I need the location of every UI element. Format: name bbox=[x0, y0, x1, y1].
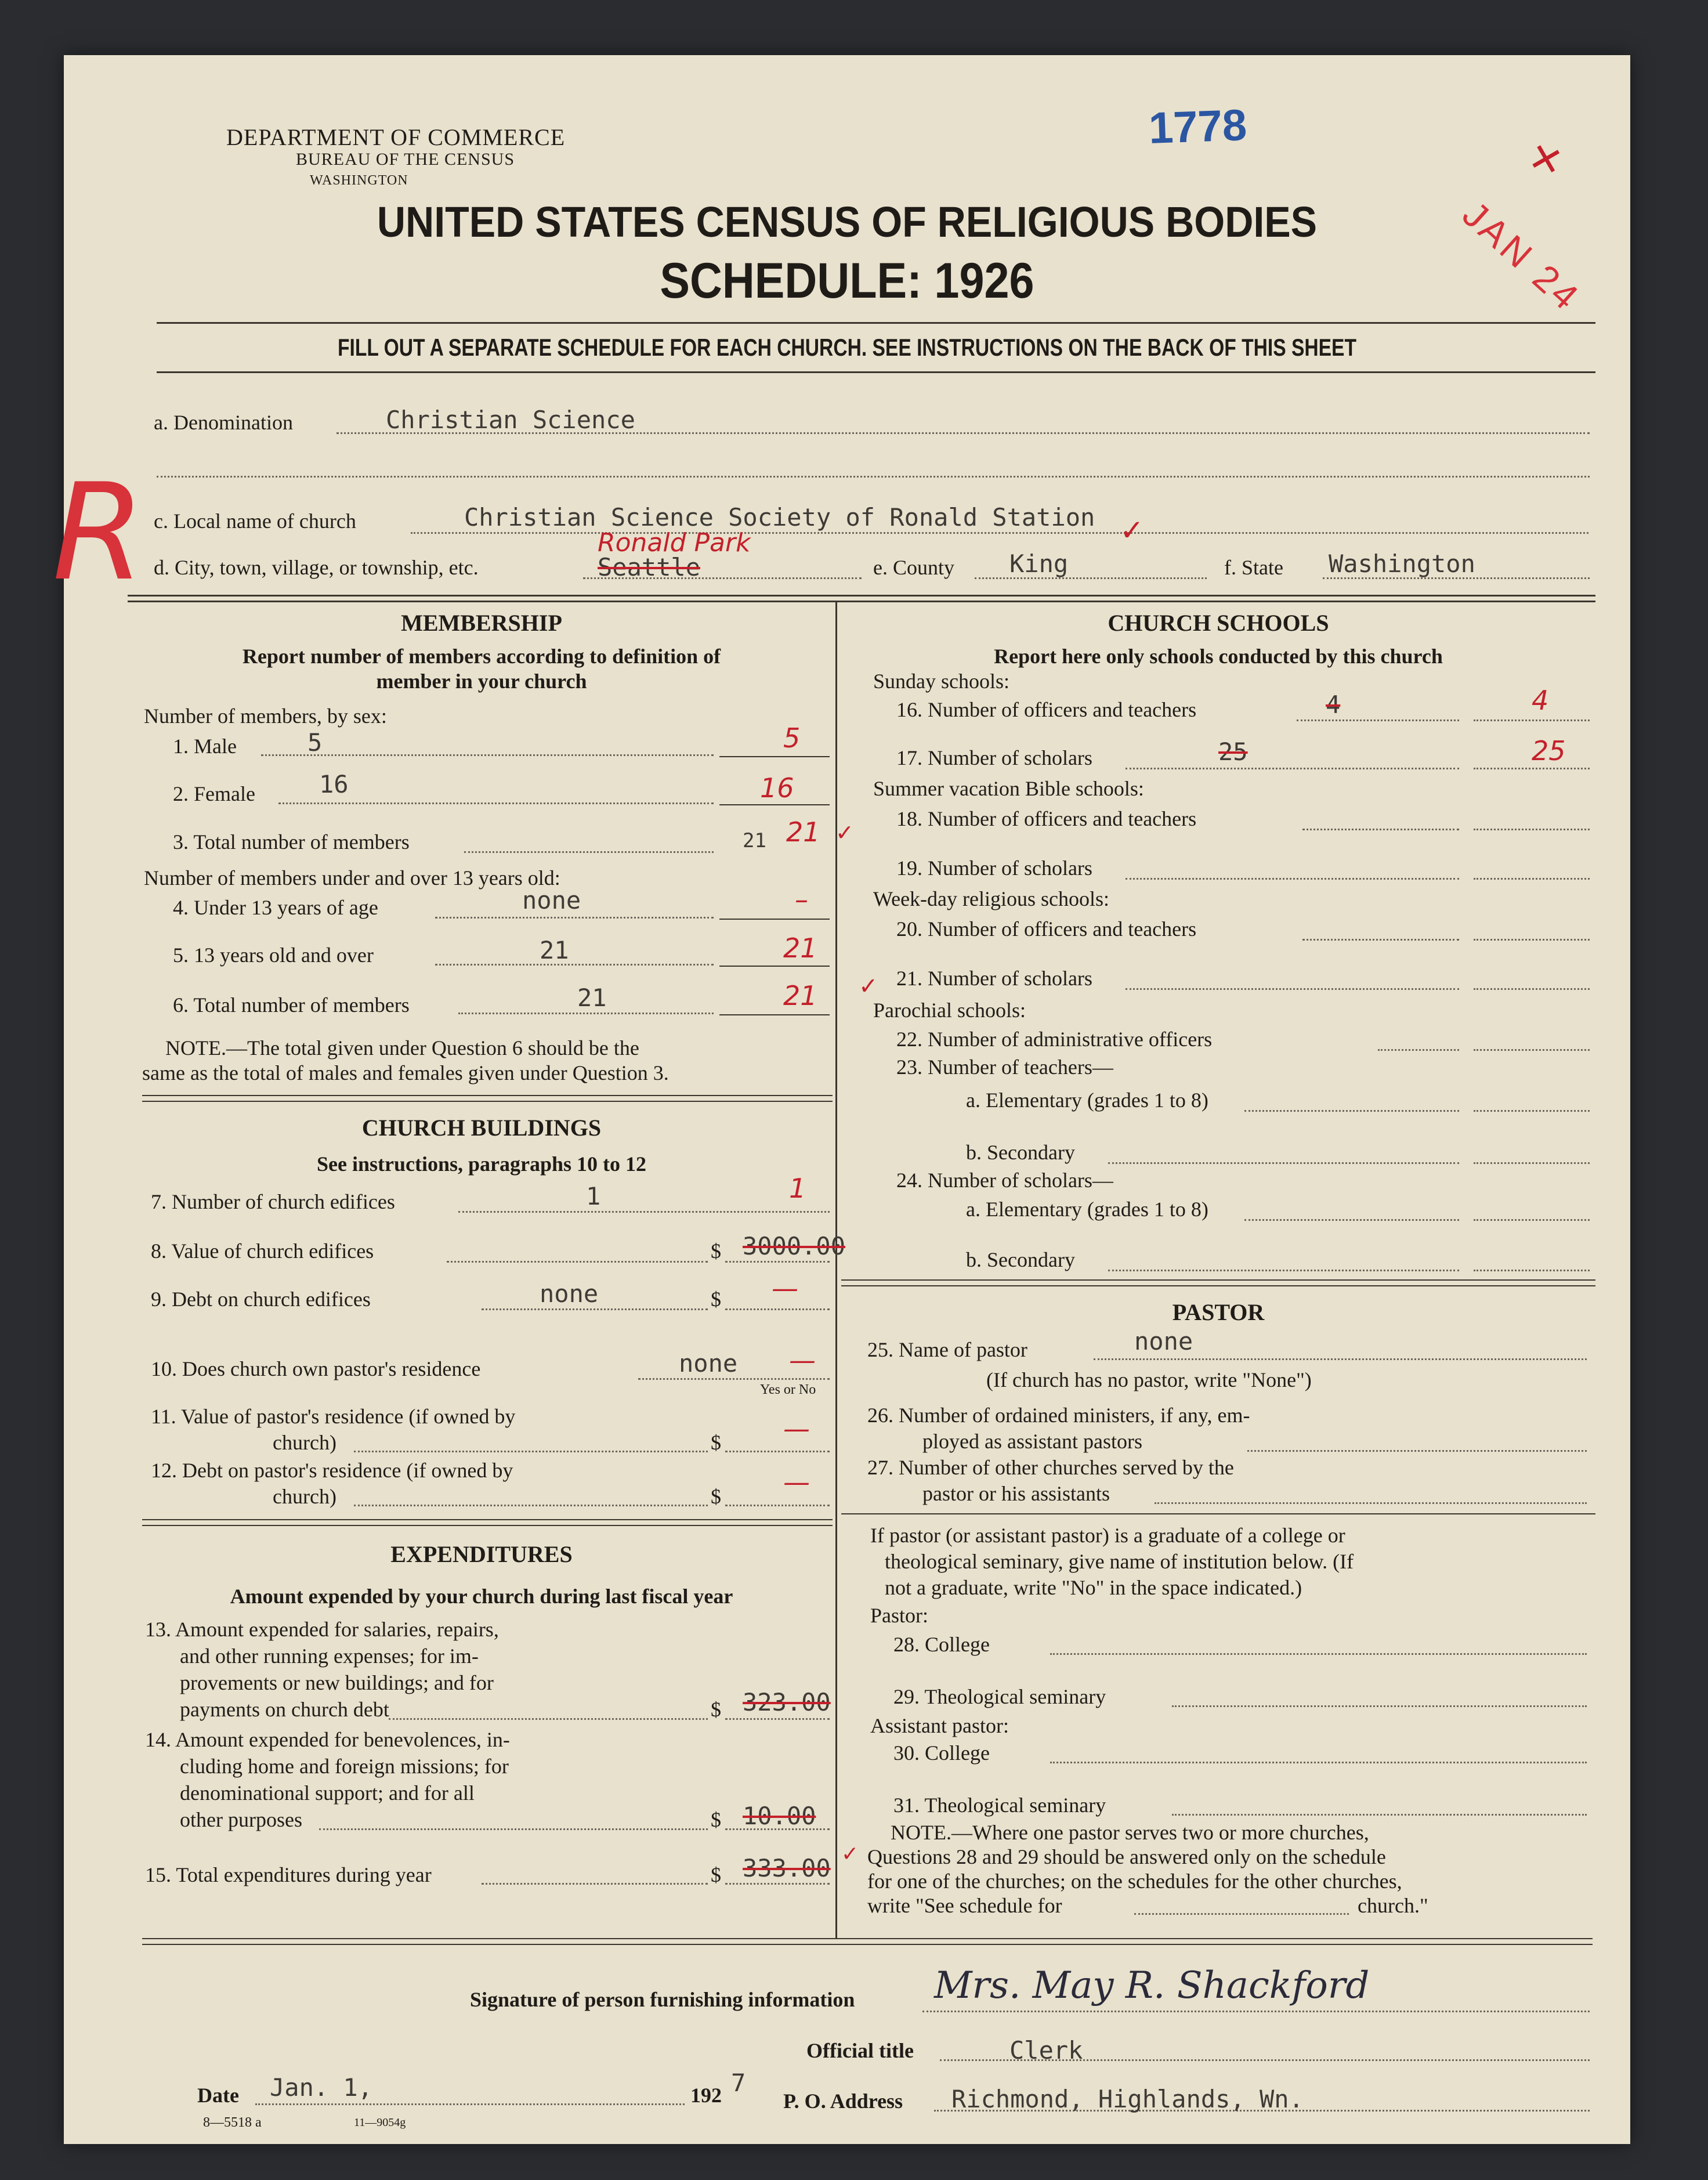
schools-end-rule-2 bbox=[841, 1285, 1595, 1286]
local-name-value[interactable]: Christian Science Society of Ronald Station bbox=[464, 503, 1095, 532]
under-13-typed[interactable]: none bbox=[522, 886, 581, 914]
signature-line bbox=[922, 2011, 1590, 2012]
weekday-officers-line-2 bbox=[1474, 939, 1590, 941]
sunday-scholars-label: 17. Number of scholars bbox=[896, 746, 1092, 769]
residence-value-line bbox=[354, 1451, 708, 1452]
form-title: UNITED STATES CENSUS OF RELIGIOUS BODIES bbox=[377, 198, 1318, 246]
residence-debt-line bbox=[354, 1505, 708, 1506]
yes-or-no-label: Yes or No bbox=[760, 1382, 816, 1397]
schools-heading: CHURCH SCHOOLS bbox=[1108, 610, 1329, 636]
pastor-college-label: 28. College bbox=[893, 1633, 990, 1656]
bureau-heading: BUREAU OF THE CENSUS bbox=[296, 150, 515, 169]
grad-note-3: not a graduate, write "No" in the space indicated.) bbox=[885, 1576, 1302, 1599]
total-members-label: 3. Total number of members bbox=[173, 830, 410, 854]
pastor-name-label: 25. Name of pastor bbox=[867, 1338, 1027, 1361]
denomination-line-2 bbox=[157, 476, 1590, 478]
edifices-debt-line bbox=[482, 1308, 708, 1310]
pastor-name-value[interactable]: none bbox=[1134, 1327, 1193, 1355]
pastor-seminary-line bbox=[1172, 1705, 1587, 1707]
asst-college-label: 30. College bbox=[893, 1741, 990, 1765]
schools-sub: Report here only schools conducted by this church bbox=[994, 645, 1443, 668]
sunday-schools-label: Sunday schools: bbox=[873, 670, 1010, 693]
male-label: 1. Male bbox=[173, 735, 237, 758]
expenditures-heading: EXPENDITURES bbox=[390, 1541, 573, 1567]
teachers-label: 23. Number of teachers— bbox=[896, 1055, 1113, 1079]
year-digit[interactable]: 7 bbox=[731, 2069, 746, 2097]
edifices-count-line bbox=[458, 1211, 830, 1213]
instruction-banner: FILL OUT A SEPARATE SCHEDULE FOR EACH CHURCH. SEE INSTRUCTIONS ON THE BACK OF THIS SHEET bbox=[338, 334, 1356, 361]
over-13-typed[interactable]: 21 bbox=[540, 936, 569, 964]
edifices-debt-typed[interactable]: none bbox=[540, 1279, 599, 1308]
sunday-officers-hand: 4 bbox=[1532, 685, 1549, 716]
summer-scholars-line bbox=[1126, 878, 1459, 880]
weekday-scholars-line-2 bbox=[1474, 988, 1590, 990]
exp15-value[interactable]: 333.00 bbox=[743, 1854, 831, 1882]
residence-value-dollar: $ bbox=[711, 1431, 721, 1454]
weekday-scholars-label: 21. Number of scholars bbox=[896, 967, 1092, 990]
weekday-officers-line bbox=[1302, 939, 1459, 941]
county-label: e. County bbox=[873, 556, 954, 579]
membership-note-1: NOTE.—The total given under Question 6 should be the bbox=[165, 1036, 639, 1060]
year-prefix: 192 bbox=[690, 2084, 722, 2107]
summer-officers-line bbox=[1302, 829, 1459, 830]
exp13-line-2: and other running expenses; for im- bbox=[180, 1644, 479, 1668]
residence-value-line-2 bbox=[725, 1451, 830, 1452]
top-rule bbox=[157, 322, 1595, 324]
pastor-note-3: for one of the churches; on the schedules for the other churches, bbox=[867, 1870, 1402, 1893]
asst-seminary-label: 31. Theological seminary bbox=[893, 1794, 1106, 1817]
po-address-label: P. O. Address bbox=[783, 2089, 903, 2113]
section-rule bbox=[128, 595, 1595, 596]
residence-debt-hand: — bbox=[783, 1466, 810, 1498]
summer-scholars-line-2 bbox=[1474, 878, 1590, 880]
weekday-scholars-line bbox=[1126, 988, 1459, 990]
edifices-count-label: 7. Number of church edifices bbox=[151, 1190, 395, 1213]
teachers-secondary-line-2 bbox=[1474, 1162, 1590, 1164]
edifices-debt-hand: — bbox=[772, 1272, 798, 1304]
asst-ministers-label-1: 26. Number of ordained ministers, if any, em- bbox=[867, 1404, 1250, 1427]
over-13-label: 5. 13 years old and over bbox=[173, 943, 374, 967]
female-line bbox=[278, 802, 714, 804]
buildings-end-rule-2 bbox=[142, 1525, 833, 1526]
exp15-line bbox=[482, 1883, 708, 1885]
parochial-admin-label: 22. Number of administrative officers bbox=[896, 1028, 1213, 1051]
pastor-note-2: Questions 28 and 29 should be answered only on the schedule bbox=[867, 1845, 1386, 1868]
teachers-elementary-line-2 bbox=[1474, 1110, 1590, 1112]
edifices-value-dollar: $ bbox=[711, 1239, 721, 1263]
owns-residence-line bbox=[638, 1378, 830, 1380]
male-line bbox=[261, 754, 714, 756]
sunday-scholars-line-2 bbox=[1474, 768, 1590, 769]
male-hand: 5 bbox=[783, 722, 801, 754]
scholars-elementary-line-2 bbox=[1474, 1219, 1590, 1221]
date-line bbox=[255, 2103, 685, 2105]
exp14-line-2: cluding home and foreign missions; for bbox=[180, 1755, 509, 1778]
edifices-debt-dollar: $ bbox=[711, 1288, 721, 1311]
summer-officers-line-2 bbox=[1474, 829, 1590, 830]
parochial-schools-label: Parochial schools: bbox=[873, 999, 1026, 1022]
pastor-note-4: write "See schedule for bbox=[867, 1894, 1062, 1917]
under-13-label: 4. Under 13 years of age bbox=[173, 896, 378, 919]
form-number-2: 11—9054g bbox=[354, 2116, 406, 2129]
membership-sub-2: member in your church bbox=[376, 670, 587, 693]
residence-debt-label: 12. Debt on pastor's residence (if owned by bbox=[151, 1459, 513, 1482]
exp14-line-1: 14. Amount expended for benevolences, in- bbox=[145, 1728, 510, 1751]
pastor-section-label: Pastor: bbox=[870, 1604, 929, 1627]
state-label: f. State bbox=[1224, 556, 1283, 579]
female-hand: 16 bbox=[760, 772, 794, 804]
stamp-number: 1778 bbox=[1148, 100, 1248, 153]
teachers-secondary-label: b. Secondary bbox=[966, 1141, 1075, 1164]
summer-officers-label: 18. Number of officers and teachers bbox=[896, 807, 1197, 830]
grad-note-1: If pastor (or assistant pastor) is a graduate of a college or bbox=[870, 1524, 1345, 1547]
asst-college-line bbox=[1050, 1762, 1587, 1763]
city-handwritten: Ronald Park bbox=[598, 528, 751, 558]
pastor-heading: PASTOR bbox=[1172, 1299, 1265, 1325]
female-typed[interactable]: 16 bbox=[319, 770, 349, 798]
red-checkmark: ✓ bbox=[1120, 514, 1144, 547]
scholars-secondary-line-2 bbox=[1474, 1270, 1590, 1271]
exp15-label: 15. Total expenditures during year bbox=[145, 1863, 432, 1886]
exp13-line-1: 13. Amount expended for salaries, repairs, bbox=[145, 1618, 499, 1641]
under-13-box-line bbox=[719, 919, 830, 920]
other-churches-line bbox=[1155, 1502, 1587, 1504]
total-members-typed[interactable]: 21 bbox=[743, 829, 766, 852]
pastor-note-line bbox=[1134, 1913, 1349, 1915]
pastor-note-1: NOTE.—Where one pastor serves two or more churches, bbox=[891, 1821, 1369, 1844]
signature-label: Signature of person furnishing information bbox=[470, 1988, 855, 2011]
total-members-check: ✓ bbox=[835, 820, 854, 845]
total-members-6-typed[interactable]: 21 bbox=[577, 984, 607, 1012]
edifices-count-typed[interactable]: 1 bbox=[586, 1182, 601, 1210]
total-members-6-label: 6. Total number of members bbox=[173, 993, 410, 1017]
teachers-secondary-line bbox=[1108, 1162, 1459, 1164]
city-heading: WASHINGTON bbox=[310, 173, 408, 188]
owns-residence-hand: — bbox=[789, 1344, 816, 1376]
buildings-end-rule bbox=[142, 1519, 833, 1520]
exp13-line-4: payments on church debt bbox=[180, 1698, 389, 1721]
buildings-heading: CHURCH BUILDINGS bbox=[361, 1115, 602, 1141]
owns-residence-label: 10. Does church own pastor's residence bbox=[151, 1357, 481, 1380]
red-r-mark: R bbox=[52, 455, 145, 610]
summer-scholars-label: 19. Number of scholars bbox=[896, 856, 1092, 880]
exp14-dollar: $ bbox=[711, 1808, 721, 1831]
column-divider-lower bbox=[835, 1706, 837, 1938]
footer-rule bbox=[142, 1938, 1593, 1939]
schedule-title: SCHEDULE: 1926 bbox=[660, 253, 1034, 309]
asst-pastor-label: Assistant pastor: bbox=[870, 1714, 1009, 1737]
sunday-officers-typed[interactable]: 4 bbox=[1326, 690, 1341, 719]
exp15-dollar: $ bbox=[711, 1863, 721, 1886]
total-members-6-box-line bbox=[719, 1014, 830, 1015]
other-churches-label-2: pastor or his assistants bbox=[922, 1482, 1110, 1505]
exp15-line-2b bbox=[725, 1883, 830, 1885]
summer-schools-label: Summer vacation Bible schools: bbox=[873, 777, 1144, 800]
over-13-line bbox=[435, 964, 714, 966]
state-value[interactable]: Washington bbox=[1329, 549, 1475, 578]
female-label: 2. Female bbox=[173, 782, 255, 805]
census-schedule-sheet bbox=[52, 55, 1630, 2144]
residence-debt-dollar: $ bbox=[711, 1485, 721, 1508]
over-13-hand: 21 bbox=[783, 932, 817, 964]
date-received-stamp: JAN 24 bbox=[1454, 193, 1589, 320]
signature[interactable]: Mrs. May R. Shackford bbox=[934, 1964, 1370, 2007]
age-members-label: Number of members under and over 13 years old: bbox=[144, 866, 560, 890]
sunday-scholars-typed[interactable]: 25 bbox=[1218, 737, 1248, 766]
date-value[interactable]: Jan. 1, bbox=[270, 2073, 373, 2102]
scholars-label: 24. Number of scholars— bbox=[896, 1169, 1113, 1192]
members-by-sex-label: Number of members, by sex: bbox=[144, 704, 387, 728]
official-title-value[interactable]: Clerk bbox=[1009, 2036, 1083, 2065]
membership-sub-1: Report number of members according to definition of bbox=[242, 645, 721, 668]
residence-debt-line-2 bbox=[725, 1505, 830, 1506]
department-heading: DEPARTMENT OF COMMERCE bbox=[226, 124, 566, 150]
edifices-value-line bbox=[447, 1261, 708, 1263]
column-divider bbox=[835, 601, 837, 1706]
total-members-6-check: ✓ bbox=[859, 973, 878, 1000]
denomination-label: a. Denomination bbox=[154, 411, 293, 434]
parochial-admin-line bbox=[1378, 1049, 1459, 1051]
total-members-line bbox=[464, 851, 714, 853]
pastor-end-rule bbox=[841, 1513, 1595, 1514]
male-typed[interactable]: 5 bbox=[307, 728, 323, 757]
female-box-line bbox=[719, 804, 830, 805]
over-13-box-line bbox=[719, 966, 830, 967]
city-typed[interactable]: Seattle bbox=[598, 553, 701, 581]
form-number: 8—5518 a bbox=[203, 2115, 262, 2130]
date-label: Date bbox=[197, 2084, 239, 2107]
pastor-note-5: church." bbox=[1358, 1894, 1428, 1917]
exp13-line-3: provements or new buildings; and for bbox=[180, 1671, 494, 1694]
local-name-line bbox=[411, 532, 1588, 534]
membership-end-rule bbox=[142, 1095, 833, 1096]
teachers-elementary-label: a. Elementary (grades 1 to 8) bbox=[966, 1089, 1208, 1112]
edifices-debt-label: 9. Debt on church edifices bbox=[151, 1288, 371, 1311]
sunday-scholars-line bbox=[1126, 768, 1459, 769]
exp14-line-3: denominational support; and for all bbox=[180, 1781, 475, 1805]
under-13-hand: – bbox=[795, 884, 808, 915]
scholars-elementary-line bbox=[1244, 1219, 1459, 1221]
parochial-admin-line-2 bbox=[1474, 1049, 1590, 1051]
edifices-debt-line-2 bbox=[725, 1308, 830, 1310]
teachers-elementary-line bbox=[1244, 1110, 1459, 1112]
edifices-value-typed[interactable]: 3000.00 bbox=[743, 1232, 846, 1260]
edifices-count-hand: 1 bbox=[789, 1173, 806, 1204]
scholars-secondary-label: b. Secondary bbox=[966, 1248, 1075, 1271]
banner-rule bbox=[157, 371, 1595, 373]
county-value[interactable]: King bbox=[1009, 549, 1069, 578]
residence-debt-label-2: church) bbox=[273, 1485, 336, 1508]
owns-residence-typed[interactable]: none bbox=[679, 1349, 738, 1378]
asst-ministers-line bbox=[1247, 1450, 1587, 1452]
edifices-value-line-2 bbox=[725, 1261, 830, 1263]
under-13-line bbox=[435, 917, 714, 919]
exp14-line bbox=[319, 1828, 708, 1830]
membership-end-rule-2 bbox=[142, 1101, 833, 1102]
exp14-value[interactable]: 10.00 bbox=[743, 1802, 816, 1830]
denomination-value[interactable]: Christian Science bbox=[386, 406, 635, 434]
total-members-hand: 21 bbox=[786, 816, 820, 848]
exp13-line bbox=[389, 1718, 708, 1720]
sunday-scholars-hand: 25 bbox=[1532, 735, 1566, 767]
scholars-secondary-line bbox=[1108, 1270, 1459, 1271]
exp13-value[interactable]: 323.00 bbox=[743, 1688, 831, 1716]
weekday-schools-label: Week-day religious schools: bbox=[873, 887, 1110, 910]
pastor-name-note: (If church has no pastor, write "None") bbox=[986, 1368, 1312, 1391]
expenditures-sub: Amount expended by your church during last fiscal year bbox=[230, 1585, 733, 1608]
official-title-label: Official title bbox=[806, 2039, 914, 2062]
sunday-officers-label: 16. Number of officers and teachers bbox=[896, 698, 1197, 721]
weekday-officers-label: 20. Number of officers and teachers bbox=[896, 917, 1197, 941]
other-churches-label-1: 27. Number of other churches served by the bbox=[867, 1456, 1234, 1479]
buildings-sub: See instructions, paragraphs 10 to 12 bbox=[316, 1152, 647, 1176]
exp14-line-4: other purposes bbox=[180, 1808, 302, 1831]
asst-ministers-label-2: ployed as assistant pastors bbox=[922, 1430, 1142, 1453]
exp15-check: ✓ bbox=[841, 1842, 859, 1866]
city-label: d. City, town, village, or township, etc. bbox=[154, 556, 479, 579]
local-name-label: c. Local name of church bbox=[154, 509, 356, 533]
total-members-6-line bbox=[458, 1013, 714, 1014]
scholars-elementary-label: a. Elementary (grades 1 to 8) bbox=[966, 1198, 1208, 1221]
sunday-officers-line-2 bbox=[1474, 720, 1590, 721]
pastor-name-line bbox=[1094, 1358, 1587, 1360]
sunday-officers-line bbox=[1297, 720, 1459, 721]
pastor-college-line bbox=[1050, 1653, 1587, 1655]
residence-value-label: 11. Value of pastor's residence (if owned by bbox=[151, 1405, 516, 1428]
edifices-value-label: 8. Value of church edifices bbox=[151, 1239, 374, 1263]
exp13-line-2b bbox=[725, 1718, 830, 1720]
section-rule-2 bbox=[128, 601, 1595, 602]
membership-note-2: same as the total of males and females given under Question 3. bbox=[142, 1061, 669, 1084]
red-crossmark: + bbox=[1515, 124, 1576, 191]
exp13-dollar: $ bbox=[711, 1698, 721, 1721]
footer-rule-2 bbox=[142, 1944, 1593, 1945]
po-address-value[interactable]: Richmond, Highlands, Wn. bbox=[951, 2085, 1304, 2113]
pastor-seminary-label: 29. Theological seminary bbox=[893, 1685, 1106, 1708]
total-members-6-hand: 21 bbox=[783, 980, 817, 1011]
residence-value-hand: — bbox=[783, 1413, 810, 1444]
residence-value-label-2: church) bbox=[273, 1431, 336, 1454]
membership-heading: MEMBERSHIP bbox=[401, 610, 562, 636]
schools-end-rule bbox=[841, 1279, 1595, 1281]
grad-note-2: theological seminary, give name of institution below. (If bbox=[885, 1550, 1354, 1573]
male-box-line bbox=[719, 756, 830, 757]
asst-seminary-line bbox=[1172, 1814, 1587, 1816]
